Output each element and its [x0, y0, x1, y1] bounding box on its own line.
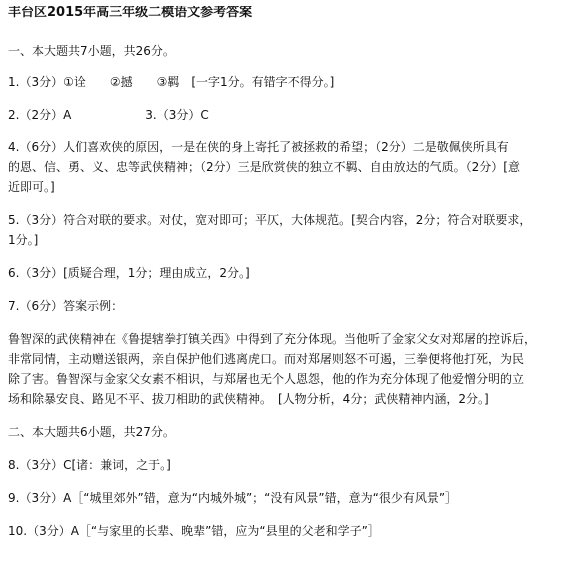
answer-q4-line-1: 4.（6分）人们喜欢侠的原因，一是在侠的身上寄托了被拯救的希望；（2分）二是敬佩侠所具有	[8, 140, 509, 154]
answer-q4-line-3: 近即可。]	[8, 180, 55, 194]
answer-q2-q3	[8, 108, 570, 122]
answer-q5-line-2: 1分。]	[8, 233, 39, 247]
document-title: 丰台区2015年高三年级二模语文参考答案	[8, 6, 253, 20]
answer-q7-example-line-4: 场和除暴安良、路见不平、拔刀相助的武侠精神。 [人物分析，4分；武侠精神内涵，2分。]	[8, 392, 489, 406]
answer-q7-example-line-3: 除了害。鲁智深与金家父女素不相识，与郑屠也无个人恩怨，他的作为充分体现了他爱憎分明的立	[8, 372, 525, 386]
answer-q7-example-line-1: 鲁智深的武侠精神在《鲁提辖拳打镇关西》中得到了充分体现。当他听了金家父女对郑屠的控诉后，	[8, 332, 537, 346]
answer-q8: 8.（3分）C[诸：兼词，之于。]	[8, 458, 171, 472]
answer-q7-example-line-2: 非常同情，主动赠送银两，亲自保护他们逃离虎口。而对郑屠则怒不可遏，三拳便将他打死，为民	[8, 352, 525, 366]
answer-q6: 6.（3分）[质疑合理，1分；理由成立，2分。]	[8, 266, 250, 280]
answer-q2: 2.（2分）A	[8, 108, 72, 122]
answer-q4-line-2: 的恩、信、勇、义、忠等武侠精神；（2分）三是欣赏侠的独立不羁、自由放达的气质。（2分）[意	[8, 160, 520, 174]
section-two-heading: 二、本大题共6小题，共27分。	[8, 425, 175, 439]
section-one-heading: 一、本大题共7小题，共26分。	[8, 44, 175, 58]
answer-q1: 1.（3分）①诠 ②撼 ③羁 [一字1分。有错字不得分。]	[8, 75, 335, 89]
answer-q3: 3.（3分）C	[145, 108, 209, 122]
answer-q7: 7.（6分）答案示例：	[8, 299, 124, 313]
answer-q5-line-1: 5.（3分）符合对联的要求。对仗，宽对即可；平仄，大体规范。[契合内容，2分；符合对联要求，	[8, 213, 532, 227]
answer-q10: 10.（3分）A［“与家里的长辈、晚辈”错，应为“县里的父老和学子”］	[8, 524, 380, 538]
answer-q9: 9.（3分）A［“城里郊外”错，意为“内城外城”；“没有风景”错，意为“很少有风景”］	[8, 491, 458, 505]
